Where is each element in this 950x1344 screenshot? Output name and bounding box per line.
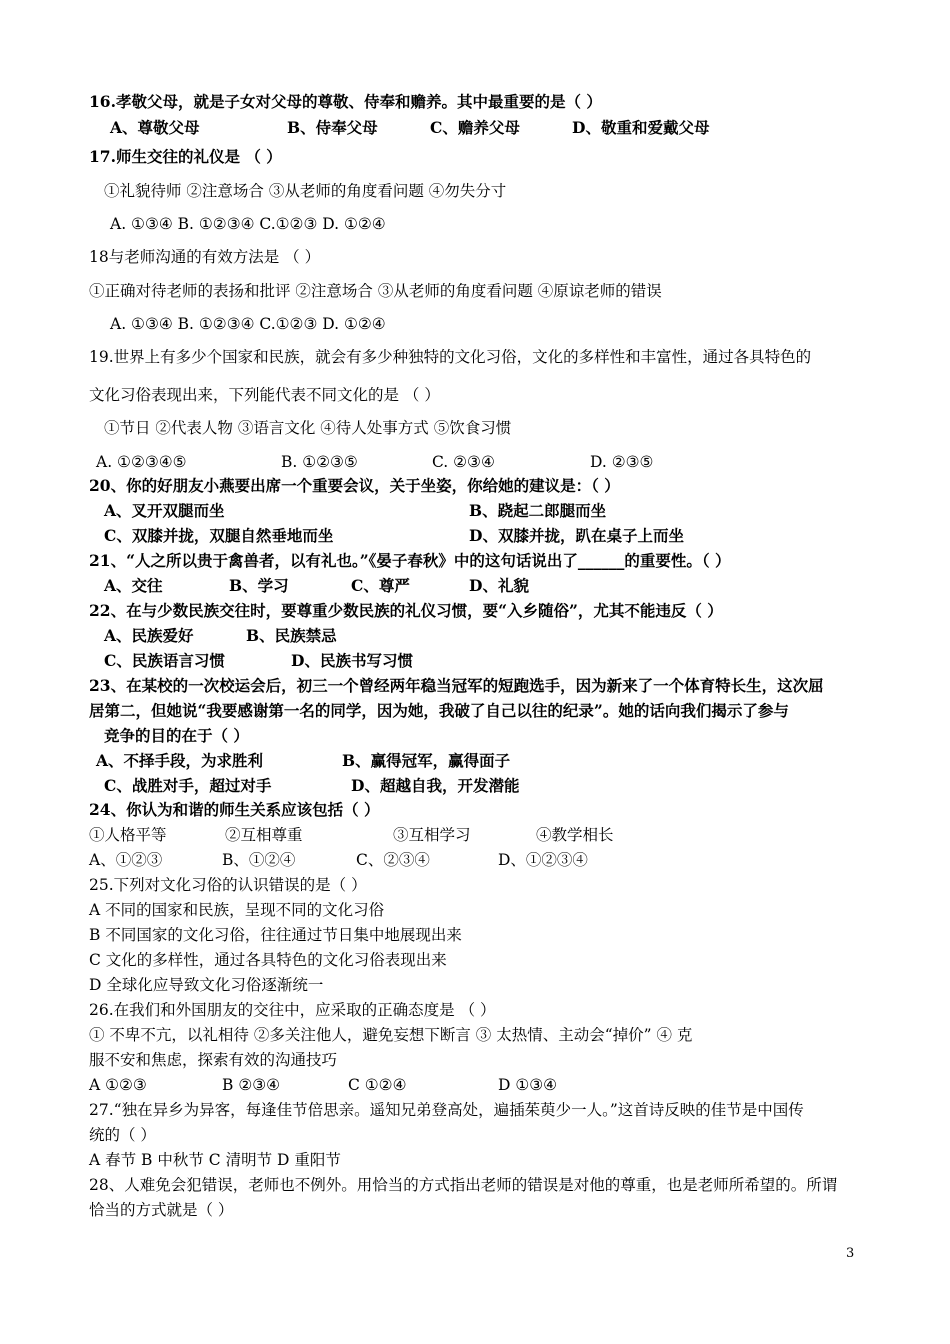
- q16-option-d: D、敬重和爱戴父母: [572, 118, 710, 137]
- q24-option-a: A、①②③: [89, 851, 163, 869]
- q25-option-b: B 不同国家的文化习俗，往往通过节日集中地展现出来: [89, 926, 462, 944]
- q16-option-b: B、侍奉父母: [287, 118, 378, 137]
- q26-option-a: A ①②③: [89, 1076, 147, 1094]
- q26-option-b: B ②③④: [222, 1076, 281, 1094]
- q21-option-b: B、学习: [229, 576, 289, 595]
- q27-choices: A 春节 B 中秋节 C 清明节 D 重阳节: [89, 1151, 341, 1169]
- q27-stem-line2: 统的（ ）: [89, 1126, 156, 1144]
- q22-option-c: C、民族语言习惯: [104, 651, 225, 670]
- q25-option-c: C 文化的多样性，通过各具特色的文化习俗表现出来: [89, 951, 447, 969]
- q26-stem: 26.在我们和外国朋友的交往中，应采取的正确态度是 （ ）: [89, 1001, 496, 1019]
- q28-stem-line2: 恰当的方式就是（ ）: [89, 1201, 234, 1219]
- q24-option-c: C、②③④: [356, 851, 430, 869]
- q26-option-d: D ①③④: [498, 1076, 558, 1094]
- q22-option-a: A、民族爱好: [104, 626, 194, 645]
- q21-option-a: A、交往: [104, 576, 163, 595]
- q19-option-c: C. ②③④: [432, 453, 495, 471]
- q17-items: ①礼貌待师 ②注意场合 ③从老师的角度看问题 ④勿失分寸: [104, 182, 507, 200]
- q23-stem-line2: 居第二，但她说“我要感谢第一名的同学，因为她，我破了自己以往的纪录”。她的话向我们揭示了参与: [89, 701, 789, 720]
- q20-option-c: C、双膝并拢，双腿自然垂地而坐: [104, 526, 334, 545]
- q24-item-1: ①人格平等: [89, 826, 167, 844]
- q25-stem: 25.下列对文化习俗的认识错误的是（ ）: [89, 876, 367, 894]
- q26-items-line1: ① 不卑不亢，以礼相待 ②多关注他人，避免妄想下断言 ③ 太热情、主动会“掉价” ④ 克: [89, 1026, 693, 1044]
- q19-option-b: B. ①②③⑤: [281, 453, 358, 471]
- q16-option-c: C、赡养父母: [430, 118, 520, 137]
- q23-option-d: D、超越自我，开发潜能: [351, 776, 520, 795]
- q24-option-d: D、①②③④: [498, 851, 588, 869]
- q16-option-a: A、尊敬父母: [110, 118, 200, 137]
- q27-stem-line1: 27.“独在异乡为异客，每逢佳节倍思亲。遥知兄弟登高处，遍插茱萸少一人。”这首诗反映的佳节是中国传: [89, 1101, 804, 1119]
- q17-choices: A. ①③④ B. ①②③④ C.①②③ D. ①②④: [110, 215, 386, 233]
- q19-option-a: A. ①②③④⑤: [96, 453, 187, 471]
- q23-stem-line1: 23、在某校的一次校运会后，初三一个曾经两年稳当冠军的短跑选手，因为新来了一个体育特长生，这次屈: [89, 676, 824, 695]
- q24-stem: 24、你认为和谐的师生关系应该包括（ ）: [89, 800, 380, 819]
- q25-option-a: A 不同的国家和民族，呈现不同的文化习俗: [89, 901, 385, 919]
- q20-stem: 20、你的好朋友小燕要出席一个重要会议，关于坐姿，你给她的建议是：（ ）: [89, 476, 620, 495]
- q20-option-b: B、跷起二郎腿而坐: [469, 501, 607, 520]
- q19-option-d: D. ②③⑤: [590, 453, 654, 471]
- q22-stem: 22、在与少数民族交往时，要尊重少数民族的礼仪习惯，要“入乡随俗”，尤其不能违反（ ）: [89, 601, 723, 620]
- q23-stem-line3: 竞争的目的在于（ ）: [104, 726, 249, 745]
- q18-choices: A. ①③④ B. ①②③④ C.①②③ D. ①②④: [110, 315, 386, 333]
- q24-option-b: B、①②④: [222, 851, 296, 869]
- q23-option-c: C、战胜对手，超过对手: [104, 776, 272, 795]
- q24-item-2: ②互相尊重: [225, 826, 303, 844]
- q20-option-a: A、叉开双腿而坐: [104, 501, 225, 520]
- q24-item-3: ③互相学习: [393, 826, 471, 844]
- q23-option-a: A、不择手段，为求胜利: [96, 751, 264, 770]
- page-number: 3: [846, 1246, 855, 1261]
- q18-stem: 18与老师沟通的有效方法是 （ ）: [89, 248, 321, 266]
- q21-stem: 21、“人之所以贵于禽兽者，以有礼也。”《晏子春秋》中的这句话说出了______的重要性。（ ）: [89, 551, 731, 570]
- q28-stem-line1: 28、人难免会犯错误，老师也不例外。用恰当的方式指出老师的错误是对他的尊重，也是老师所希望的。所谓: [89, 1176, 838, 1194]
- q18-items: ①正确对待老师的表扬和批评 ②注意场合 ③从老师的角度看问题 ④原谅老师的错误: [89, 282, 662, 300]
- q25-option-d: D 全球化应导致文化习俗逐渐统一: [89, 976, 324, 994]
- q20-option-d: D、双膝并拢，趴在桌子上而坐: [469, 526, 684, 545]
- q21-option-c: C、尊严: [351, 576, 410, 595]
- q26-items-line2: 服不安和焦虑，探索有效的沟通技巧: [89, 1051, 338, 1069]
- q26-option-c: C ①②④: [348, 1076, 407, 1094]
- q19-items: ①节日 ②代表人物 ③语言文化 ④待人处事方式 ⑤饮食习惯: [104, 419, 512, 437]
- q17-stem: 17.师生交往的礼仪是 （ ）: [89, 147, 282, 166]
- q16-stem: 16.孝敬父母，就是子女对父母的尊敬、侍奉和赡养。其中最重要的是（ ）: [89, 92, 602, 111]
- q22-option-b: B、民族禁忌: [246, 626, 337, 645]
- q21-option-d: D、礼貌: [469, 576, 529, 595]
- q19-stem-line2: 文化习俗表现出来，下列能代表不同文化的是 （ ）: [89, 386, 440, 404]
- q23-option-b: B、赢得冠军，赢得面子: [342, 751, 511, 770]
- q22-option-d: D、民族书写习惯: [291, 651, 413, 670]
- q19-stem-line1: 19.世界上有多少个国家和民族，就会有多少种独特的文化习俗，文化的多样性和丰富性，通过各具特色的: [89, 348, 812, 366]
- q24-item-4: ④教学相长: [536, 826, 614, 844]
